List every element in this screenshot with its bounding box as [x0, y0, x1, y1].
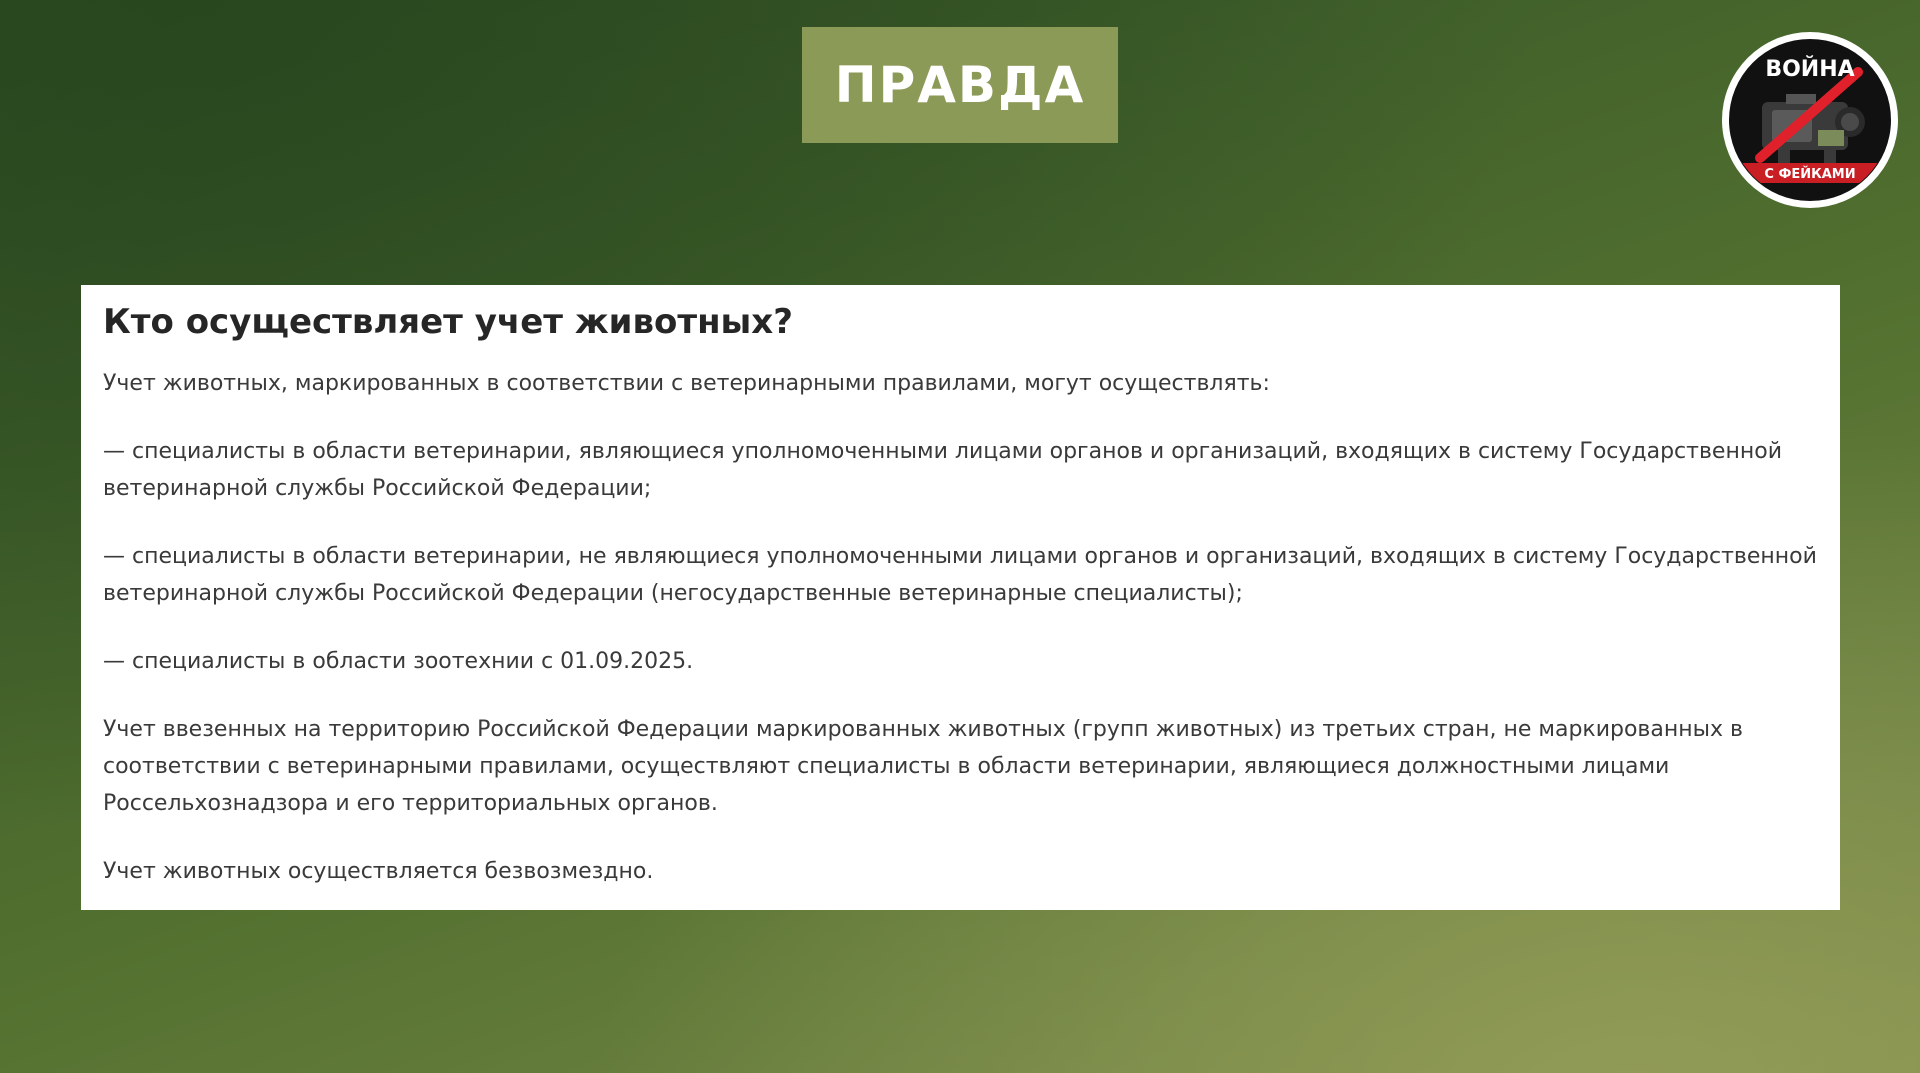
- article-title: Кто осуществляет учет животных?: [103, 302, 793, 342]
- logo-bottom-text: С ФЕЙКАМИ: [1764, 167, 1856, 182]
- article-paragraph: — специалисты в области ветеринарии, не являющиеся уполномоченными лицами органов и организаций, входящих в систему Государственной ветеринарной службы Российской Федерации (негосударственные ветеринарные специалисты);: [103, 544, 1817, 606]
- verdict-label: ПРАВДА: [834, 56, 1086, 114]
- article-paragraph: Учет ввезенных на территорию Российской Федерации маркированных животных (групп животных) из третьих стран, не маркированных в соответствии с ветеринарными правилами, осуществляют специалисты в области ветеринарии, являющиеся должностными лицами Россельхознадзора и его территориальных органов.: [103, 717, 1743, 816]
- channel-logo: [1720, 30, 1900, 210]
- article-paragraph: — специалисты в области зоотехнии с 01.09.2025.: [103, 649, 694, 674]
- article-paragraph: — специалисты в области ветеринарии, являющиеся уполномоченными лицами органов и организаций, входящих в систему Государственной ветеринарной службы Российской Федерации;: [103, 439, 1782, 501]
- article-card: [81, 285, 1840, 910]
- article-paragraph: Учет животных осуществляется безвозмездно.: [103, 859, 654, 884]
- verdict-badge: [802, 27, 1118, 143]
- logo-top-text: ВОЙНА: [1765, 57, 1855, 82]
- article-paragraph: Учет животных, маркированных в соответствии с ветеринарными правилами, могут осуществлять:: [103, 371, 1270, 396]
- video-camera-crossed-icon: [1720, 30, 1900, 210]
